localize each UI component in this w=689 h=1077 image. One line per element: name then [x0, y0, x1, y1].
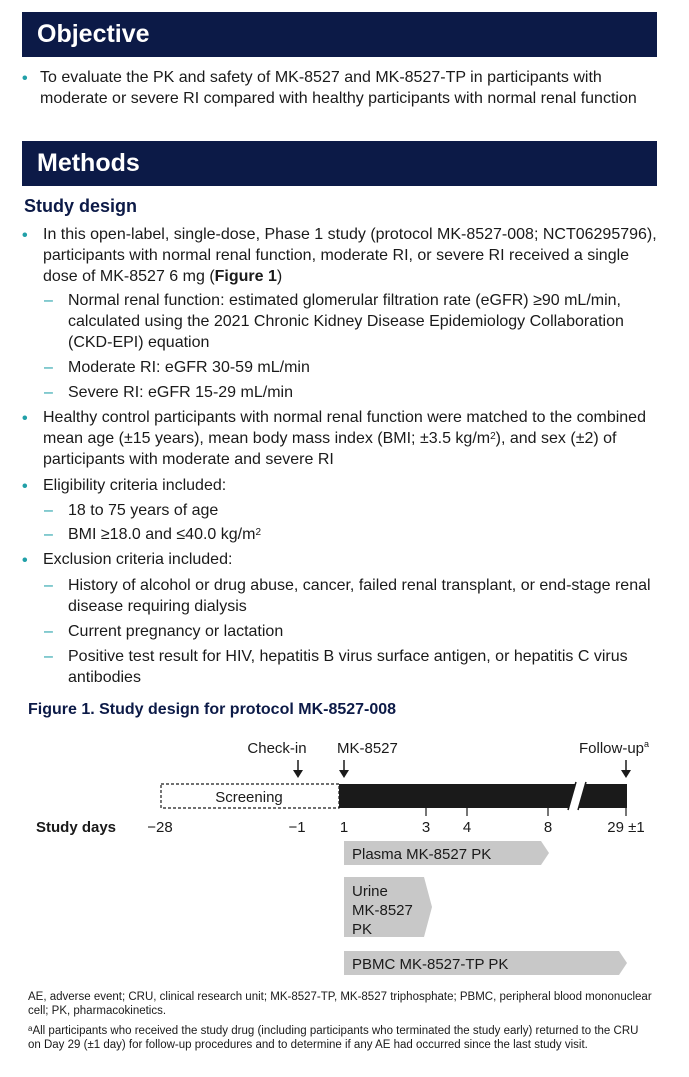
urine-pk-label-3: PK: [352, 921, 373, 938]
checkin-label: Check-in: [247, 740, 307, 757]
followup-text: Follow-up: [579, 740, 645, 757]
study-days-label: Study days: [36, 819, 117, 836]
study-design-subheading: Study design: [24, 196, 138, 216]
objective-bullet: To evaluate the PK and safety of MK-8527 and MK-8527-TP in participants with moderate or severe RI compared with healthy participants with normal renal function: [40, 69, 637, 107]
day-tick-label: 8: [543, 819, 553, 836]
bullet-2-text: Healthy control participants with normal renal function were matched to the combined mean age (±15 years), mean body mass index (BMI; ±3.5 kg/m: [43, 409, 646, 447]
followup-superscript: a: [644, 739, 650, 749]
exclusion-test: Positive test result for HIV, hepatitis B virus surface antigen, or hepatitis C virus antibodies: [68, 648, 628, 686]
dash-marker: –: [44, 526, 53, 543]
day-tick-label: 29 ±1: [607, 819, 645, 836]
dose-arrow: [339, 760, 349, 778]
dash-marker: –: [44, 623, 53, 640]
screening-label: Screening: [215, 789, 283, 806]
methods-bullet-3: Eligibility criteria included:: [43, 477, 227, 494]
methods-bullet-4: Exclusion criteria included:: [43, 551, 233, 568]
day-tick-label: 4: [462, 819, 472, 836]
bullet-marker: •: [22, 227, 28, 244]
dash-marker: –: [44, 502, 53, 519]
pbmc-pk-label: PBMC MK-8527-TP PK: [352, 956, 509, 973]
bullet-1-text: In this open-label, single-dose, Phase 1 study (protocol MK-8527-008; NCT06295796), participants with normal renal function, moderate RI, or severe RI received a single dose of MK-8527 6 mg (: [43, 226, 657, 285]
footnote-a-text: All participants who received the study drug (including participants who terminated the study early) returned to the CRU on Day 29 (±1 day) for follow-up procedures and to determine if any AE had occurred since the last study visit.: [28, 1025, 639, 1051]
dash-marker: –: [44, 648, 53, 665]
day-tick-label: −1: [288, 819, 306, 836]
bullet-marker: •: [22, 70, 28, 87]
exclusion-history: History of alcohol or drug abuse, cancer, failed renal transplant, or end-stage renal disease requiring dialysis: [68, 577, 651, 615]
plasma-pk-label: Plasma MK-8527 PK: [352, 846, 492, 863]
followup-label: [579, 739, 649, 757]
dash-marker: –: [44, 359, 53, 376]
day-tick-label: −28: [147, 819, 173, 836]
footnote-a: [28, 1024, 653, 1052]
day-tick-label: 1: [339, 819, 349, 836]
figure-reference: Figure 1: [214, 268, 277, 285]
dash-marker: –: [44, 384, 53, 401]
superscript: 2: [255, 527, 261, 538]
dash-marker: –: [44, 577, 53, 594]
objective-heading: Objective: [22, 12, 657, 57]
dash-marker: –: [44, 292, 53, 309]
exclusion-pregnancy: Current pregnancy or lactation: [68, 623, 284, 640]
abbreviations-footnote: AE, adverse event; CRU, clinical research unit; MK-8527-TP, MK-8527 triphosphate; PBMC, peripheral blood mononuclear cell; PK, pharmacokinetics.: [28, 991, 652, 1017]
day-tick-label: 3: [421, 819, 431, 836]
bullet-2-end: ), and sex (±2) of participants with moderate and severe RI: [43, 430, 617, 468]
bullet-marker: •: [22, 410, 28, 427]
dose-label: MK-8527: [337, 740, 398, 757]
eligibility-age: 18 to 75 years of age: [68, 502, 219, 519]
figure-title: Figure 1. Study design for protocol MK-8527-008: [28, 701, 397, 718]
footnote-marker: a: [28, 1024, 33, 1033]
superscript: 2: [490, 431, 496, 442]
followup-arrow: [621, 760, 631, 778]
bullet-1-end: ): [276, 268, 283, 285]
urine-pk-label-2: MK-8527: [352, 902, 413, 919]
methods-sub-moderate: Moderate RI: eGFR 30-59 mL/min: [68, 359, 310, 376]
bmi-text: BMI ≥18.0 and ≤40.0 kg/m: [68, 526, 256, 543]
urine-pk-label-1: Urine: [352, 883, 388, 900]
methods-sub-severe: Severe RI: eGFR 15-29 mL/min: [68, 384, 293, 401]
bullet-marker: •: [22, 478, 28, 495]
methods-sub-normal: Normal renal function: estimated glomerular filtration rate (eGFR) ≥90 mL/min, calculated using the 2021 Chronic Kidney Disease Epidemiology Collaboration (CKD-EPI) equation: [68, 292, 624, 351]
bullet-marker: •: [22, 552, 28, 569]
checkin-arrow: [293, 760, 303, 778]
methods-heading: Methods: [22, 141, 657, 186]
tick-marks: [426, 808, 626, 816]
